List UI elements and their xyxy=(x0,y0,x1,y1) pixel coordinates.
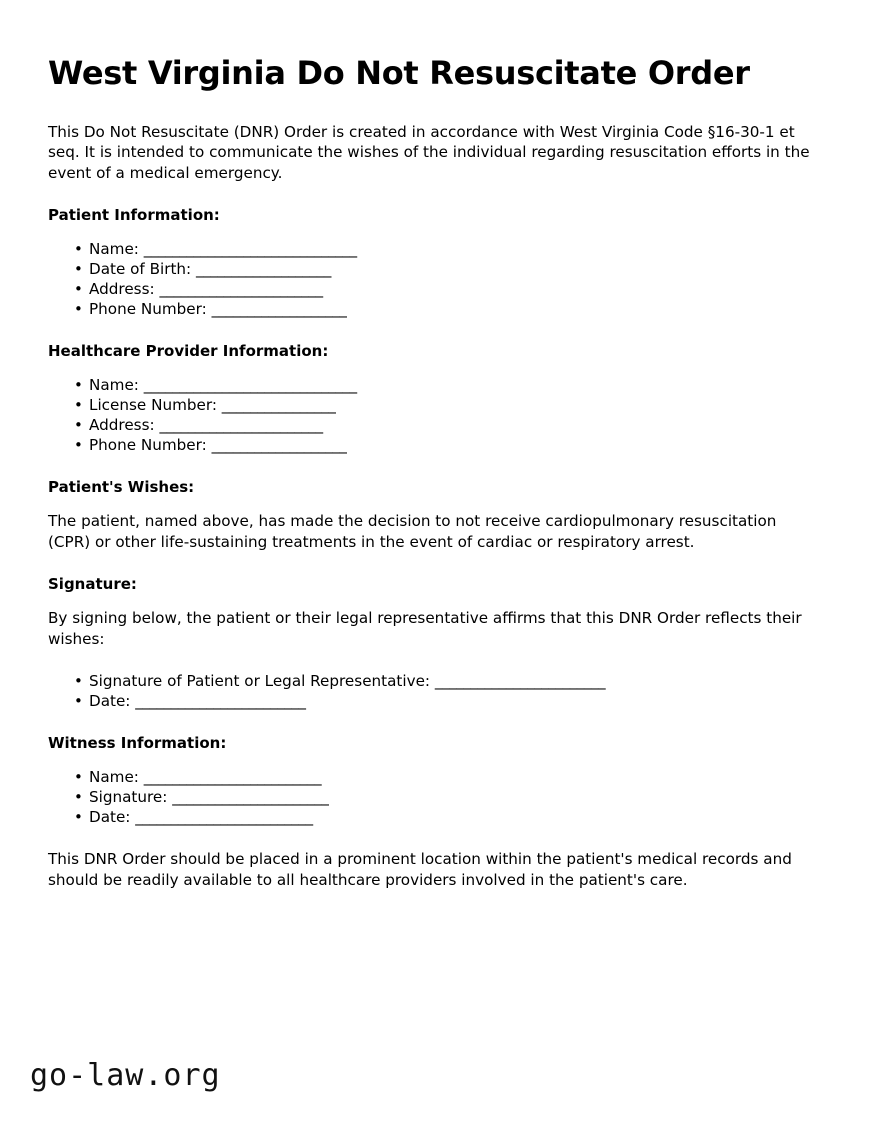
healthcare-provider-information-heading: Healthcare Provider Information: xyxy=(48,342,329,361)
field-label: Date: xyxy=(89,692,131,711)
signature-paragraph: By signing below, the patient or their legal representative affirms that this DNR Order reflects their wishes: xyxy=(48,609,802,648)
field-blank[interactable]: ___________________ xyxy=(211,300,347,319)
list-item xyxy=(48,787,822,807)
patient-information-heading: Patient Information: xyxy=(48,206,220,225)
field-blank[interactable]: ______________________ xyxy=(172,788,329,807)
list-item xyxy=(48,767,822,787)
list-item xyxy=(48,435,822,455)
list-item xyxy=(48,807,822,827)
list-item xyxy=(48,279,822,299)
field-blank[interactable]: ______________________________ xyxy=(143,240,357,259)
field-blank[interactable]: ______________________________ xyxy=(143,376,357,395)
field-label: License Number: xyxy=(89,396,217,415)
patients-wishes-paragraph: The patient, named above, has made the decision to not receive cardiopulmonary resuscitation (CPR) or other life-sustaining treatments in the event of cardiac or respiratory arrest. xyxy=(48,512,777,551)
list-item xyxy=(48,375,822,395)
list-item xyxy=(48,239,822,259)
list-item xyxy=(48,299,822,319)
document-content xyxy=(48,55,822,912)
field-blank[interactable]: _________________________ xyxy=(135,808,313,827)
field-label: Date: xyxy=(89,808,131,827)
field-label: Signature: xyxy=(89,788,168,807)
healthcare-provider-information-fields xyxy=(48,375,822,455)
list-item xyxy=(48,259,822,279)
field-blank[interactable]: _________________________ xyxy=(143,768,322,787)
witness-information-fields xyxy=(48,767,822,827)
field-label: Address: xyxy=(89,416,155,435)
field-blank[interactable]: ___________________ xyxy=(211,436,347,455)
field-blank[interactable]: ________________________ xyxy=(434,672,606,691)
field-label: Address: xyxy=(89,280,155,299)
field-label: Signature of Patient or Legal Representative: xyxy=(89,672,431,691)
page-title: West Virginia Do Not Resuscitate Order xyxy=(48,54,750,92)
list-item xyxy=(48,395,822,415)
field-blank[interactable]: _______________________ xyxy=(159,416,323,435)
field-label: Name: xyxy=(89,240,139,259)
intro-paragraph: This Do Not Resuscitate (DNR) Order is created in accordance with West Virginia Code §16-30-1 et seq. It is intended to communicate the wishes of the individual regarding resuscitation efforts in the event of a medical emergency. xyxy=(48,122,810,182)
closing-paragraph: This DNR Order should be placed in a prominent location within the patient's medical records and should be readily available to all healthcare providers involved in the patient's care. xyxy=(48,850,792,889)
signature-fields xyxy=(48,671,822,711)
witness-information-heading: Witness Information: xyxy=(48,734,227,753)
field-label: Date of Birth: xyxy=(89,260,192,279)
field-blank[interactable]: ________________________ xyxy=(135,692,306,711)
field-blank[interactable]: ________________ xyxy=(221,396,336,415)
field-label: Phone Number: xyxy=(89,300,207,319)
signature-heading: Signature: xyxy=(48,575,137,594)
patient-information-fields xyxy=(48,239,822,319)
field-blank[interactable]: _______________________ xyxy=(159,280,323,299)
field-label: Name: xyxy=(89,376,139,395)
list-item xyxy=(48,415,822,435)
list-item xyxy=(48,691,822,711)
site-watermark: go-law.org xyxy=(30,1058,221,1093)
field-label: Phone Number: xyxy=(89,436,207,455)
field-blank[interactable]: ___________________ xyxy=(196,260,331,279)
list-item xyxy=(48,671,822,691)
field-label: Name: xyxy=(89,768,139,787)
patients-wishes-heading: Patient's Wishes: xyxy=(48,478,195,497)
